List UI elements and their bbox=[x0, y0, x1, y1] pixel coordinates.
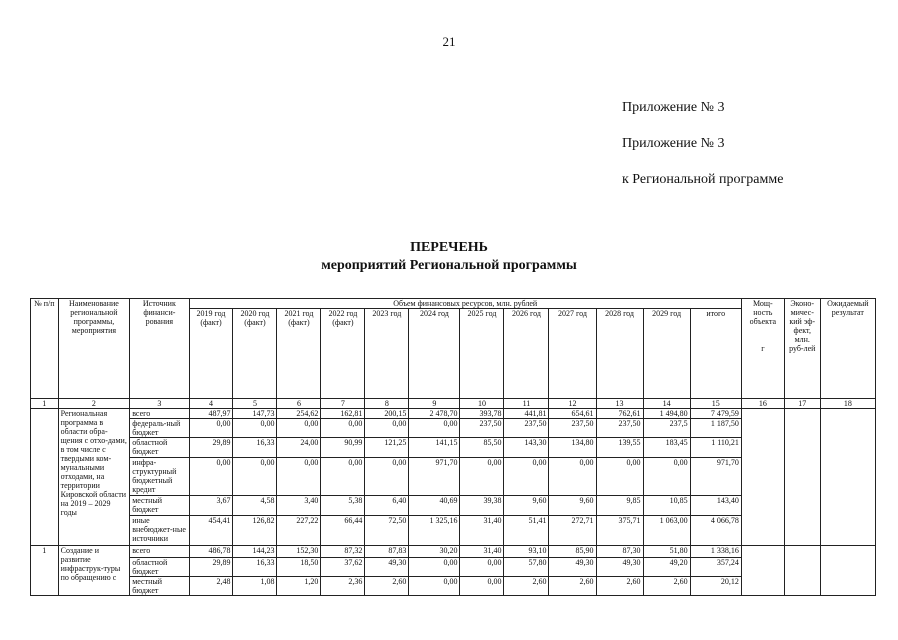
column-index-3: 3 bbox=[130, 399, 189, 409]
amount-cell: 87,32 bbox=[321, 546, 365, 558]
amount-cell: 0,00 bbox=[189, 458, 233, 496]
amount-cell: 0,00 bbox=[504, 458, 549, 496]
capacity-cell bbox=[741, 409, 784, 546]
header-year-8: 2026 год bbox=[504, 309, 549, 399]
header-name: Наименование региональной программы, мероприятия bbox=[58, 299, 130, 399]
amount-cell: 1,08 bbox=[233, 577, 277, 596]
amount-cell: 237,50 bbox=[596, 419, 643, 438]
amount-cell: 3,40 bbox=[277, 496, 321, 516]
row-name: Региональная программа в области обра-щения с отхо-дами, в том числе с твердыми ком-мунальными отходами, на территории Кировской области на 2019 – 2029 годы bbox=[58, 409, 130, 546]
funding-source: федераль-ный бюджет bbox=[130, 419, 189, 438]
page-number: 21 bbox=[442, 34, 456, 49]
header-capacity-label: Мощ-ность объекта bbox=[749, 299, 777, 326]
amount-cell: 2,60 bbox=[365, 577, 409, 596]
header-year-12: итого bbox=[690, 309, 741, 399]
amount-cell: 0,00 bbox=[321, 458, 365, 496]
amount-cell: 357,24 bbox=[690, 558, 741, 577]
amount-cell: 0,00 bbox=[277, 419, 321, 438]
amount-cell: 4 066,78 bbox=[690, 516, 741, 546]
header-capacity bbox=[741, 299, 784, 399]
amount-cell: 0,00 bbox=[549, 458, 596, 496]
result-cell bbox=[820, 409, 875, 546]
amount-cell: 143,40 bbox=[690, 496, 741, 516]
funding-source: всего bbox=[130, 546, 189, 558]
row-name: Создание и развитие инфраструк-туры по обращению с bbox=[58, 546, 130, 596]
amount-cell: 0,00 bbox=[460, 458, 504, 496]
amount-cell: 16,33 bbox=[233, 438, 277, 458]
amount-cell: 0,00 bbox=[409, 558, 460, 577]
amount-cell: 2,36 bbox=[321, 577, 365, 596]
amount-cell: 0,00 bbox=[321, 419, 365, 438]
header-year-6: 2024 год bbox=[409, 309, 460, 399]
column-index-2: 2 bbox=[58, 399, 130, 409]
amount-cell: 0,00 bbox=[643, 458, 690, 496]
header-year-11: 2029 год bbox=[643, 309, 690, 399]
funding-source: местный бюджет bbox=[130, 577, 189, 596]
column-index-12: 12 bbox=[549, 399, 596, 409]
amount-cell: 2,60 bbox=[549, 577, 596, 596]
column-index-10: 10 bbox=[460, 399, 504, 409]
appendix-line-1: Приложение № 3 bbox=[622, 100, 725, 115]
amount-cell: 29,89 bbox=[189, 558, 233, 577]
header-year-1: 2019 год (факт) bbox=[189, 309, 233, 399]
amount-cell: 971,70 bbox=[690, 458, 741, 496]
amount-cell: 0,00 bbox=[189, 419, 233, 438]
result-cell bbox=[820, 546, 875, 596]
amount-cell: 141,15 bbox=[409, 438, 460, 458]
document-title: ПЕРЕЧЕНЬ bbox=[410, 240, 488, 255]
econ-effect-cell bbox=[784, 409, 820, 546]
amount-cell: 2,60 bbox=[504, 577, 549, 596]
amount-cell: 9,85 bbox=[596, 496, 643, 516]
column-index-8: 8 bbox=[365, 399, 409, 409]
amount-cell: 20,12 bbox=[690, 577, 741, 596]
amount-cell: 4,58 bbox=[233, 496, 277, 516]
amount-cell: 147,73 bbox=[233, 409, 277, 419]
header-year-9: 2027 год bbox=[549, 309, 596, 399]
amount-cell: 57,80 bbox=[504, 558, 549, 577]
amount-cell: 87,83 bbox=[365, 546, 409, 558]
amount-cell: 72,50 bbox=[365, 516, 409, 546]
capacity-cell bbox=[741, 546, 784, 596]
amount-cell: 121,25 bbox=[365, 438, 409, 458]
appendix-line-3: к Региональной программе bbox=[622, 172, 784, 187]
header-year-5: 2023 год bbox=[365, 309, 409, 399]
funding-source: областной бюджет bbox=[130, 438, 189, 458]
amount-cell: 237,5 bbox=[643, 419, 690, 438]
amount-cell: 139,55 bbox=[596, 438, 643, 458]
amount-cell: 51,41 bbox=[504, 516, 549, 546]
amount-cell: 0,00 bbox=[460, 577, 504, 596]
funding-source: инфра-структурный бюджетный кредит bbox=[130, 458, 189, 496]
amount-cell: 1 063,00 bbox=[643, 516, 690, 546]
amount-cell: 272,71 bbox=[549, 516, 596, 546]
amount-cell: 85,90 bbox=[549, 546, 596, 558]
amount-cell: 31,40 bbox=[460, 546, 504, 558]
funding-source: областной бюджет bbox=[130, 558, 189, 577]
amount-cell: 237,50 bbox=[549, 419, 596, 438]
amount-cell: 29,89 bbox=[189, 438, 233, 458]
amount-cell: 51,80 bbox=[643, 546, 690, 558]
header-year-7: 2025 год bbox=[460, 309, 504, 399]
amount-cell: 18,50 bbox=[277, 558, 321, 577]
funding-source: местный бюджет bbox=[130, 496, 189, 516]
amount-cell: 237,50 bbox=[504, 419, 549, 438]
header-year-4: 2022 год (факт) bbox=[321, 309, 365, 399]
amount-cell: 1 325,16 bbox=[409, 516, 460, 546]
amount-cell: 654,61 bbox=[549, 409, 596, 419]
amount-cell: 971,70 bbox=[409, 458, 460, 496]
amount-cell: 183,45 bbox=[643, 438, 690, 458]
amount-cell: 227,22 bbox=[277, 516, 321, 546]
column-index-18: 18 bbox=[820, 399, 875, 409]
column-index-13: 13 bbox=[596, 399, 643, 409]
amount-cell: 162,81 bbox=[321, 409, 365, 419]
amount-cell: 0,00 bbox=[460, 558, 504, 577]
header-year-2: 2020 год (факт) bbox=[233, 309, 277, 399]
amount-cell: 0,00 bbox=[277, 458, 321, 496]
amount-cell: 144,23 bbox=[233, 546, 277, 558]
amount-cell: 66,44 bbox=[321, 516, 365, 546]
amount-cell: 9,60 bbox=[549, 496, 596, 516]
amount-cell: 126,82 bbox=[233, 516, 277, 546]
amount-cell: 49,30 bbox=[549, 558, 596, 577]
header-source: Источник финанси-рования bbox=[130, 299, 189, 399]
amount-cell: 49,30 bbox=[365, 558, 409, 577]
column-index-6: 6 bbox=[277, 399, 321, 409]
table-row bbox=[31, 409, 876, 419]
amount-cell: 0,00 bbox=[596, 458, 643, 496]
amount-cell: 49,20 bbox=[643, 558, 690, 577]
amount-cell: 0,00 bbox=[233, 419, 277, 438]
amount-cell: 0,00 bbox=[409, 419, 460, 438]
column-index-16: 16 bbox=[741, 399, 784, 409]
funding-source: всего bbox=[130, 409, 189, 419]
amount-cell: 2 478,70 bbox=[409, 409, 460, 419]
column-index-17: 17 bbox=[784, 399, 820, 409]
header-capacity-mark: г bbox=[761, 344, 765, 353]
amount-cell: 0,00 bbox=[365, 419, 409, 438]
column-index-11: 11 bbox=[504, 399, 549, 409]
amount-cell: 441,81 bbox=[504, 409, 549, 419]
header-result: Ожидаемый результат bbox=[820, 299, 875, 399]
amount-cell: 393,78 bbox=[460, 409, 504, 419]
amount-cell: 1 110,21 bbox=[690, 438, 741, 458]
column-index-14: 14 bbox=[643, 399, 690, 409]
column-index-5: 5 bbox=[233, 399, 277, 409]
amount-cell: 87,30 bbox=[596, 546, 643, 558]
amount-cell: 5,38 bbox=[321, 496, 365, 516]
appendix-line-2: Приложение № 3 bbox=[622, 136, 725, 151]
header-volume: Объем финансовых ресурсов, млн. рублей bbox=[189, 299, 741, 309]
amount-cell: 1 187,50 bbox=[690, 419, 741, 438]
amount-cell: 37,62 bbox=[321, 558, 365, 577]
amount-cell: 375,71 bbox=[596, 516, 643, 546]
amount-cell: 6,40 bbox=[365, 496, 409, 516]
amount-cell: 24,00 bbox=[277, 438, 321, 458]
amount-cell: 30,20 bbox=[409, 546, 460, 558]
amount-cell: 49,30 bbox=[596, 558, 643, 577]
row-number bbox=[31, 409, 59, 546]
amount-cell: 2,60 bbox=[643, 577, 690, 596]
amount-cell: 16,33 bbox=[233, 558, 277, 577]
amount-cell: 2,48 bbox=[189, 577, 233, 596]
row-number: 1 bbox=[31, 546, 59, 596]
amount-cell: 134,80 bbox=[549, 438, 596, 458]
amount-cell: 487,97 bbox=[189, 409, 233, 419]
amount-cell: 7 479,59 bbox=[690, 409, 741, 419]
econ-effect-cell bbox=[784, 546, 820, 596]
amount-cell: 85,50 bbox=[460, 438, 504, 458]
amount-cell: 486,78 bbox=[189, 546, 233, 558]
amount-cell: 2,60 bbox=[596, 577, 643, 596]
document-subtitle: мероприятий Региональной программы bbox=[321, 258, 577, 273]
amount-cell: 0,00 bbox=[409, 577, 460, 596]
amount-cell: 237,50 bbox=[460, 419, 504, 438]
amount-cell: 9,60 bbox=[504, 496, 549, 516]
header-econ-effect: Эконо-мичес-кий эф-фект, млн. руб-лей bbox=[784, 299, 820, 399]
amount-cell: 254,62 bbox=[277, 409, 321, 419]
amount-cell: 762,61 bbox=[596, 409, 643, 419]
amount-cell: 1 338,16 bbox=[690, 546, 741, 558]
amount-cell: 0,00 bbox=[365, 458, 409, 496]
amount-cell: 454,41 bbox=[189, 516, 233, 546]
amount-cell: 40,69 bbox=[409, 496, 460, 516]
amount-cell: 90,99 bbox=[321, 438, 365, 458]
programme-table bbox=[30, 298, 876, 596]
header-number: № п/п bbox=[31, 299, 59, 399]
header-year-10: 2028 год bbox=[596, 309, 643, 399]
amount-cell: 93,10 bbox=[504, 546, 549, 558]
column-index-1: 1 bbox=[31, 399, 59, 409]
amount-cell: 143,30 bbox=[504, 438, 549, 458]
amount-cell: 0,00 bbox=[233, 458, 277, 496]
column-index-9: 9 bbox=[409, 399, 460, 409]
amount-cell: 3,67 bbox=[189, 496, 233, 516]
header-year-3: 2021 год (факт) bbox=[277, 309, 321, 399]
amount-cell: 1,20 bbox=[277, 577, 321, 596]
table-row bbox=[31, 546, 876, 558]
amount-cell: 39,38 bbox=[460, 496, 504, 516]
column-index-4: 4 bbox=[189, 399, 233, 409]
amount-cell: 152,30 bbox=[277, 546, 321, 558]
column-index-15: 15 bbox=[690, 399, 741, 409]
amount-cell: 1 494,80 bbox=[643, 409, 690, 419]
amount-cell: 200,15 bbox=[365, 409, 409, 419]
funding-source: иные внебюджет-ные источники bbox=[130, 516, 189, 546]
amount-cell: 31,40 bbox=[460, 516, 504, 546]
column-index-7: 7 bbox=[321, 399, 365, 409]
amount-cell: 10,85 bbox=[643, 496, 690, 516]
